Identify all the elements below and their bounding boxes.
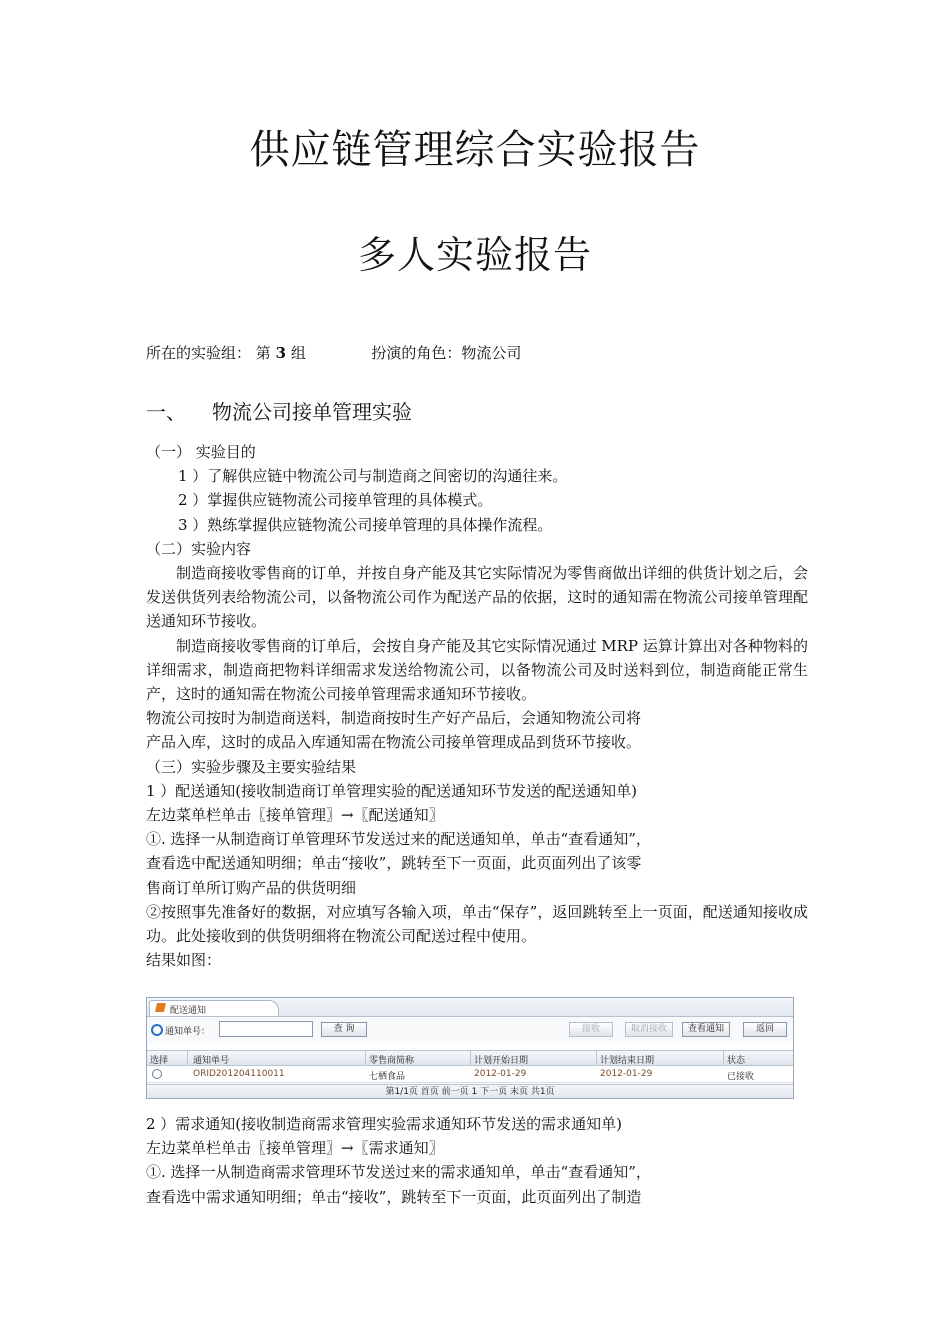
status-cell: 已接收 (727, 1072, 755, 1082)
column-header: 通知单号 (193, 1056, 230, 1066)
document-title: 供应链管理综合实验报告 (249, 127, 701, 173)
back-button[interactable]: 返回 (743, 1022, 787, 1037)
section-title: 物流公司接单管理实验 (212, 400, 412, 424)
table-row[interactable] (147, 1066, 793, 1083)
receive-button[interactable]: 接收 (569, 1022, 613, 1037)
view-notice-button[interactable]: 查看通知 (682, 1022, 730, 1037)
group-label: 所在的实验组： (146, 344, 252, 362)
paragraph-line: 结果如图： (146, 951, 222, 970)
tab-delivery-notice[interactable] (149, 1000, 279, 1016)
paragraph-line: 查看选中配送通知明细；单击“接收”，跳转至下一页面，此页面列出了该零 (146, 854, 642, 873)
column-header: 计划结束日期 (600, 1056, 655, 1066)
pencil-icon (155, 1003, 166, 1012)
paragraph: 制造商接收零售商的订单，并按自身产能及其它实际情况为零售商做出详细的供货计划之后，会发送供货列表给物流公司，以备物流公司作为配送产品的依据，这时的通知需在物流公司接单管理配送通知环节接收。 (146, 564, 808, 631)
column-header: 计划开始日期 (474, 1056, 529, 1066)
tab-label: 配送通知 (170, 1006, 207, 1016)
subsection-heading: （三）实验步骤及主要实验结果 (146, 757, 357, 776)
paragraph-line: 左边菜单栏单击〖接单管理〗→〖配送通知〗 (146, 806, 444, 825)
query-button[interactable]: 查 询 (321, 1022, 367, 1037)
role-value: 物流公司 (461, 344, 522, 362)
paragraph: 制造商接收零售商的订单后，会按自身产能及其它实际情况通过 MRP 运算计算出对各种物料的详细需求，制造商把物料详细需求发送给物流公司，以备物流公司及时送料到位，制造商能正常生产，这时的通知需在物流公司接单管理需求通知环节接收。 (146, 636, 808, 704)
paragraph-line: 左边菜单栏单击〖接单管理〗→〖需求通知〗 (146, 1139, 444, 1158)
step-heading: 2 ）需求通知(接收制造商需求管理实验需求通知环节发送的需求通知单) (146, 1115, 623, 1133)
paragraph-line: 产品入库，这时的成品入库通知需在物流公司接单管理成品到货环节接收。 (146, 733, 642, 752)
column-header: 零售商简称 (369, 1056, 415, 1066)
list-item: 3 ）熟练掌握供应链物流公司接单管理的具体操作流程。 (178, 515, 553, 534)
tab-bar (147, 998, 793, 1017)
table-header (147, 1050, 793, 1066)
meta-line (146, 342, 521, 363)
paragraph-line: ①. 选择一从制造商需求管理环节发送过来的需求通知单，单击“查看通知”， (146, 1163, 651, 1182)
plan-end-date: 2012-01-29 (600, 1069, 653, 1079)
subsection-heading: （二）实验内容 (146, 539, 252, 558)
paragraph-line: 物流公司按时为制造商送料，制造商按时生产好产品后，会通知物流公司将 (146, 709, 642, 728)
paragraph-line: 售商订单所订购产品的供货明细 (146, 878, 357, 897)
query-toolbar (147, 1017, 793, 1043)
list-item: 2 ）掌握供应链物流公司接单管理的具体模式。 (178, 491, 493, 510)
group-prefix: 第 (255, 344, 271, 362)
group-number: 3 (275, 344, 287, 362)
query-label: 通知单号： (165, 1027, 211, 1037)
plan-start-date: 2012-01-29 (474, 1069, 527, 1079)
document-subtitle: 多人实验报告 (357, 233, 592, 277)
cancel-receive-button[interactable]: 取消接收 (625, 1022, 673, 1037)
result-screenshot (146, 997, 794, 1099)
retailer-name: 七栖食品 (369, 1072, 406, 1082)
subsection-heading: （一） 实验目的 (146, 443, 256, 461)
row-select-radio[interactable] (152, 1069, 162, 1079)
search-icon (151, 1024, 163, 1036)
list-item: 1 ）了解供应链中物流公司与制造商之间密切的沟通往来。 (178, 467, 568, 486)
column-header: 选择 (150, 1056, 169, 1066)
section-number: 一、 (146, 400, 186, 424)
pagination-bar[interactable]: 第1/1页 首页 前一页 1 下一页 末页 共1页 (147, 1084, 793, 1099)
body-text (146, 440, 808, 972)
paragraph-line: 查看选中需求通知明细；单击“接收”，跳转至下一页面，此页面列出了制造 (146, 1187, 642, 1206)
order-number: ORID201204110011 (193, 1069, 285, 1079)
body-text-continued (146, 1112, 808, 1209)
step-heading: 1 ）配送通知(接收制造商订单管理实验的配送通知环节发送的配送通知单) (146, 781, 638, 800)
paragraph-line: ①. 选择一从制造商订单管理环节发送过来的配送通知单，单击“查看通知”， (146, 830, 651, 849)
group-suffix: 组 (290, 344, 306, 362)
notice-number-input[interactable] (219, 1021, 313, 1037)
role-label: 扮演的角色： (371, 344, 462, 362)
section-heading (146, 396, 412, 425)
column-header: 状态 (727, 1056, 746, 1066)
paragraph: ②按照事先准备好的数据，对应填写各输入项，单击“保存”，返回跳转至上一页面，配送通知接收成功。此处接收到的供货明细将在物流公司配送过程中使用。 (146, 902, 808, 946)
